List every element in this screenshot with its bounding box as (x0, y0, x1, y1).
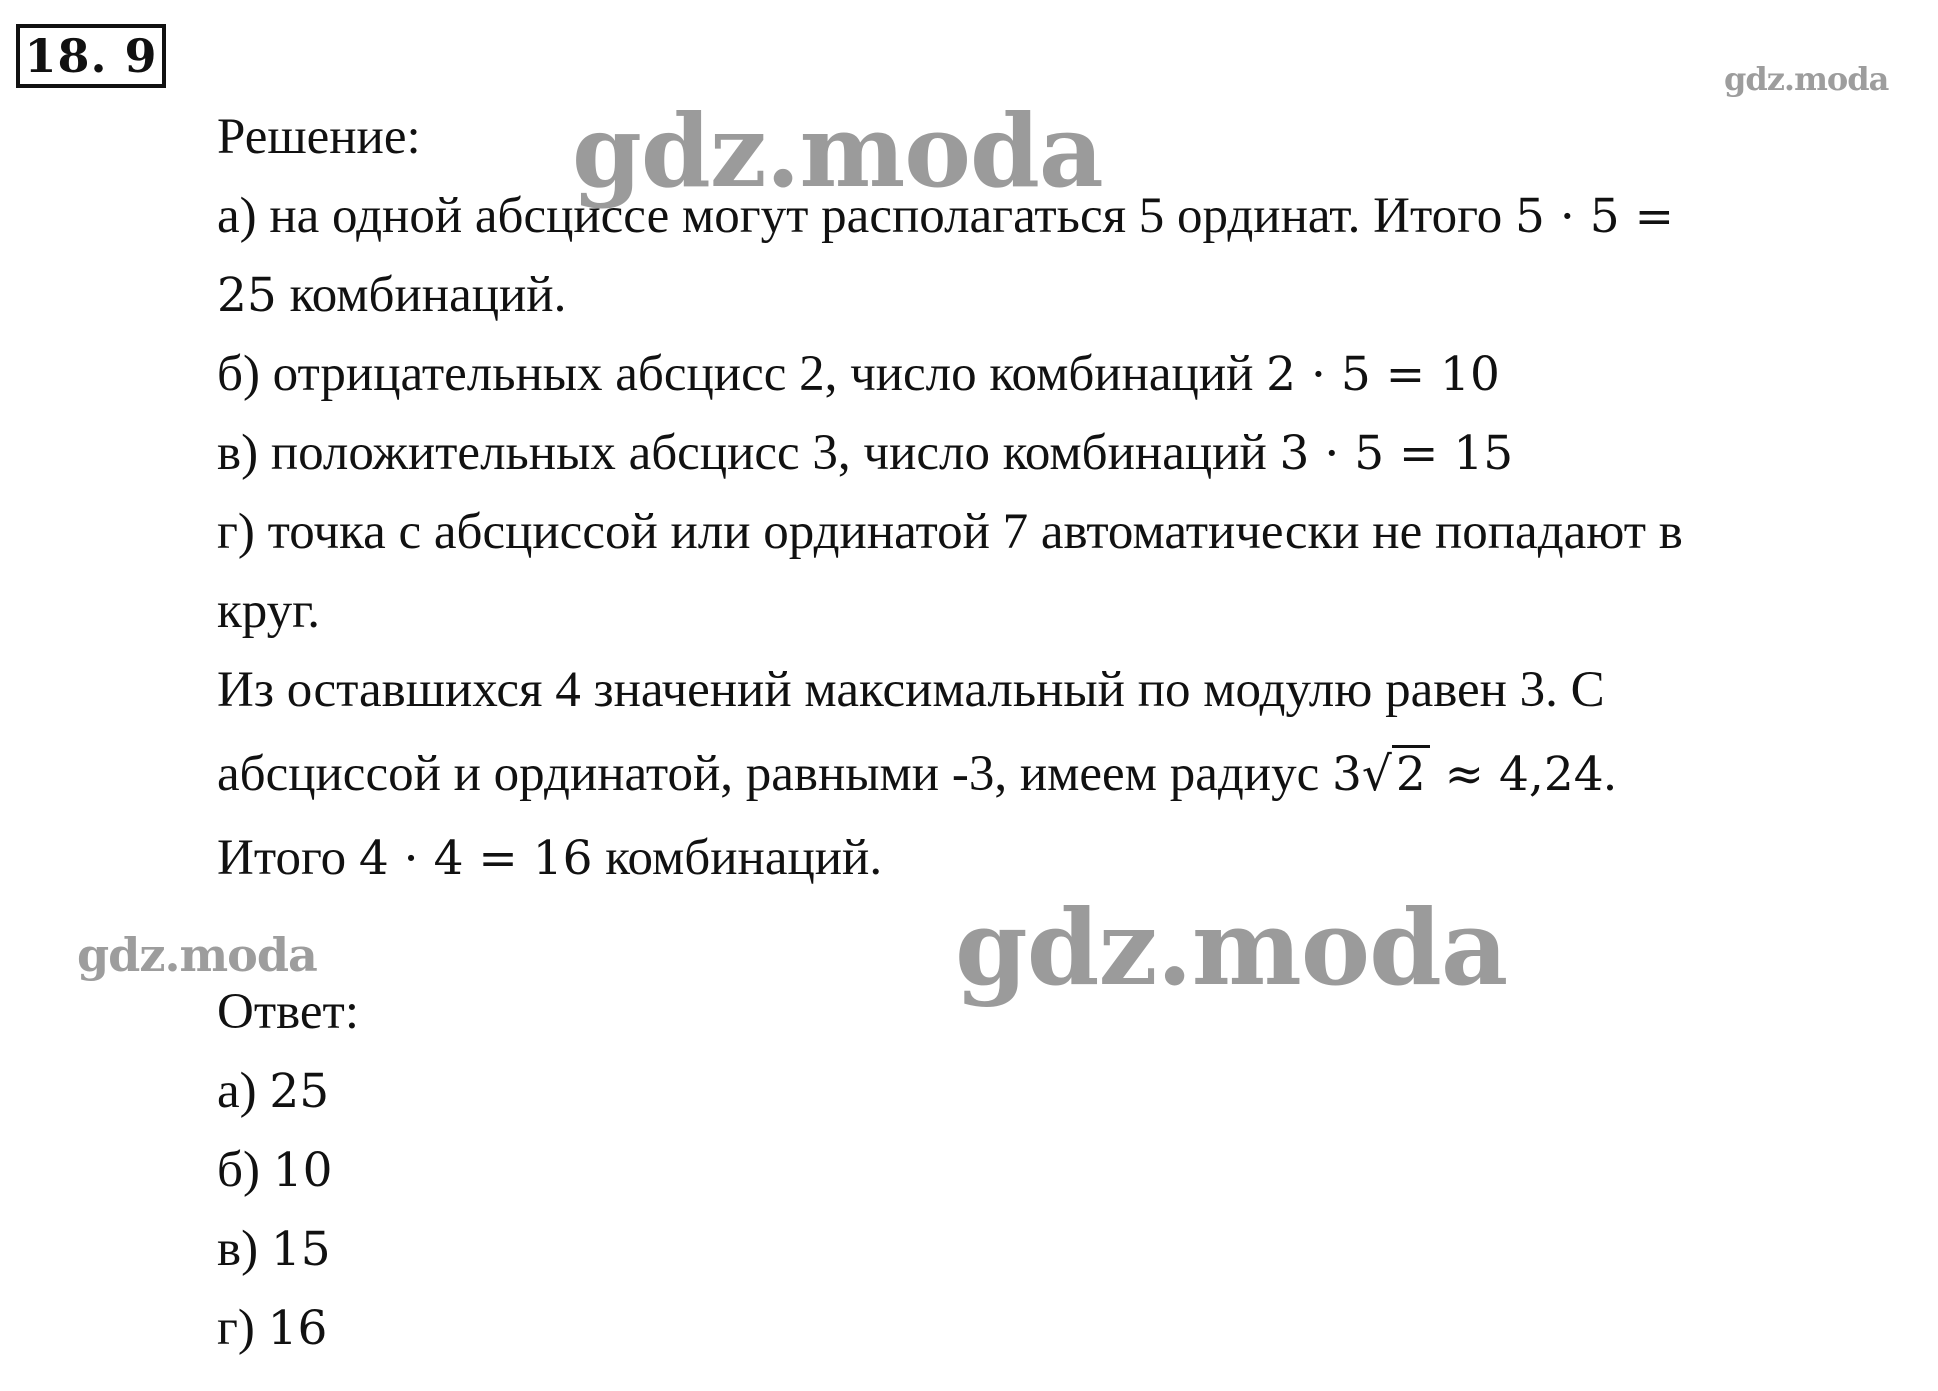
answer-label: г) (217, 1300, 268, 1356)
watermark-small-left: gdz.moda (77, 928, 317, 982)
solution-total (217, 819, 1917, 898)
answer-item (217, 1052, 359, 1131)
answer-label: б) (217, 1142, 273, 1198)
solution-block (217, 98, 1917, 898)
solution-v-text: в) положительных абсцисс 3, число комбинаций (217, 425, 1280, 481)
solution-rest-line2 (217, 730, 1917, 819)
solution-a-math: 5 · 5 = (1515, 189, 1674, 244)
radicand: 2 (1392, 745, 1430, 802)
solution-a-text: а) на одной абсциссе могут располагаться 5 ординат. Итого (217, 188, 1516, 244)
solution-heading: Решение: (217, 109, 421, 165)
answer-item (217, 1289, 359, 1368)
watermark-big-bottom: gdz.moda (955, 886, 1508, 1009)
solution-total-math: 4 · 4 = 16 (358, 831, 593, 886)
answer-label: а) (217, 1063, 270, 1119)
problem-number-box (16, 24, 166, 88)
answer-block (217, 973, 359, 1368)
answer-item (217, 1131, 359, 1210)
solution-g-line1: г) точка с абсциссой или ординатой 7 автоматически не попадают в (217, 504, 1683, 560)
answer-label: в) (217, 1221, 271, 1277)
solution-v-math: 3 · 5 = 15 (1279, 426, 1514, 481)
answer-value: 10 (272, 1143, 333, 1198)
solution-v (217, 414, 1917, 493)
solution-rest-end: . (1603, 746, 1617, 802)
solution-a-line1 (217, 177, 1917, 256)
solution-b-text: б) отрицательных абсцисс 2, число комбинаций (217, 346, 1267, 402)
answer-value: 25 (269, 1064, 330, 1119)
solution-a-result: 25 (217, 268, 277, 323)
solution-b-math: 2 · 5 = 10 (1266, 347, 1500, 402)
solution-a-tail: комбинаций. (276, 267, 567, 323)
watermark-small-top-right: gdz.moda (1724, 60, 1889, 98)
radius-coefficient: 3 (1331, 747, 1362, 802)
radical-sign-icon: √ (1361, 747, 1392, 802)
radius-approx: ≈ 4,24 (1429, 747, 1604, 802)
answer-heading: Ответ: (217, 984, 359, 1040)
solution-rest-line1: Из оставшихся 4 значений максимальный по модулю равен 3. С (217, 662, 1605, 718)
solution-g-line2: круг. (217, 583, 321, 639)
answer-value: 16 (267, 1301, 328, 1356)
solution-total-text: Итого (217, 830, 359, 886)
square-root (1362, 731, 1430, 819)
answer-value: 15 (270, 1222, 331, 1277)
watermark-big-top: gdz.moda (572, 92, 1103, 210)
answer-item (217, 1210, 359, 1289)
solution-rest-text: абсциссой и ординатой, равными -3, имеем радиус (217, 746, 1332, 802)
solution-total-tail: комбинаций. (592, 830, 883, 886)
problem-number: 18. 9 (24, 29, 158, 83)
solution-b (217, 335, 1917, 414)
solution-a-line2 (217, 256, 1917, 335)
